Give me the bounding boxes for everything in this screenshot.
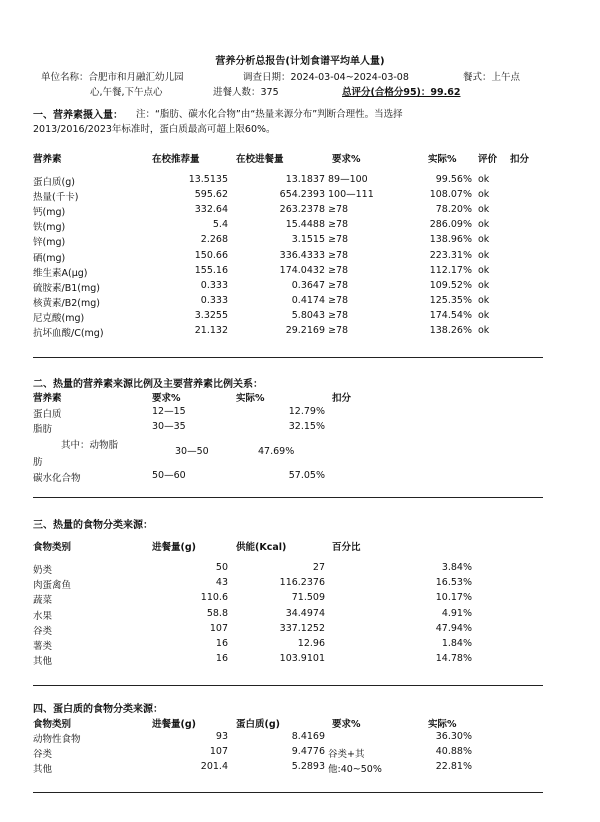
col-nutrient: 营养素	[33, 393, 62, 404]
table-row	[0, 265, 600, 278]
table-row	[0, 653, 600, 666]
meal-type-continued: 心,午餐,下午点心	[90, 87, 163, 98]
animal-fat-label: 其中：动物脂	[61, 440, 119, 451]
requirement: 谷类+其	[328, 749, 365, 761]
table-row	[0, 638, 600, 651]
section1-note-line2: 2013/2016/2023年标准时，蛋白质最高可超上限60%。	[33, 124, 276, 135]
col-actual: 实际%	[428, 719, 457, 730]
intake-value: 0.3647	[291, 279, 325, 291]
intake-value: 336.4333	[279, 249, 325, 261]
percentage: 3.84%	[441, 562, 472, 573]
percentage: 10.17%	[435, 592, 472, 604]
intake-value: 174.0432	[279, 264, 325, 276]
quantity: 16	[215, 638, 228, 649]
quantity: 43	[215, 577, 228, 589]
col-nutrient: 营养素	[33, 154, 62, 165]
quantity: 107	[209, 746, 228, 758]
evaluation: ok	[478, 325, 490, 336]
intake-value: 654.2393	[279, 189, 325, 201]
total-score: 总评分(合格分95)：99.62	[342, 87, 461, 98]
percentage: 16.53%	[435, 577, 472, 589]
col-deduction: 扣分	[510, 154, 530, 165]
col-requirement: 要求%	[152, 393, 181, 404]
food-category: 谷类	[33, 749, 53, 761]
intake-value: 29.2169	[285, 325, 325, 336]
food-category: 谷类	[33, 625, 53, 637]
percentage: 4.91%	[441, 607, 472, 619]
actual-percent: 223.31%	[429, 249, 472, 261]
food-category: 水果	[33, 610, 53, 622]
nutrient-name: 钙(mg)	[33, 207, 66, 219]
energy: 337.1252	[279, 622, 325, 634]
table-row	[0, 623, 600, 636]
col-energy: 供能(Kcal)	[236, 542, 287, 553]
energy: 34.4974	[285, 607, 325, 619]
requirement: ≥78	[328, 325, 349, 336]
col-deduction: 扣分	[332, 393, 352, 404]
energy: 27	[312, 562, 325, 573]
energy: 116.2376	[279, 577, 325, 589]
food-category: 其他	[33, 656, 53, 668]
quantity: 110.6	[200, 592, 228, 604]
actual-percent: 112.17%	[429, 264, 472, 276]
actual: 57.05%	[288, 470, 325, 481]
col-quantity: 进餐量(g)	[152, 719, 196, 730]
table-row	[0, 234, 600, 247]
actual-percent: 125.35%	[429, 294, 472, 306]
intake-value: 0.4174	[291, 294, 325, 306]
col-quantity: 进餐量(g)	[152, 542, 196, 553]
evaluation: ok	[478, 174, 490, 185]
col-intake: 在校进餐量	[236, 154, 284, 165]
actual-percent: 138.26%	[429, 325, 472, 336]
divider	[33, 685, 543, 686]
evaluation: ok	[478, 279, 490, 291]
table-row	[0, 577, 600, 590]
section3-header-row	[0, 539, 600, 552]
table-row	[0, 746, 600, 759]
food-category: 肉蛋禽鱼	[33, 580, 72, 592]
requirement: ≥78	[328, 279, 349, 291]
col-recommended: 在校推荐量	[152, 154, 200, 165]
table-row	[0, 421, 600, 434]
nutrient-name: 铁(mg)	[33, 222, 66, 234]
table-row	[0, 761, 600, 774]
actual-percent: 174.54%	[429, 309, 472, 321]
requirement: ≥78	[328, 264, 349, 276]
col-actual: 实际%	[428, 154, 457, 165]
requirement: 12—15	[152, 406, 186, 417]
evaluation: ok	[478, 219, 490, 231]
energy: 103.9101	[279, 653, 325, 665]
col-actual: 实际%	[236, 393, 265, 404]
section2-title: 二、热量的营养素来源比例及主要营养素比例关系：	[33, 379, 263, 390]
table-row	[0, 310, 600, 323]
quantity: 50	[215, 562, 228, 573]
requirement: ≥78	[328, 219, 349, 231]
diner-count: 进餐人数：375	[213, 87, 279, 98]
nutrient-name: 硒(mg)	[33, 252, 66, 264]
nutrient-name: 维生素A(μg)	[33, 267, 88, 279]
evaluation: ok	[478, 294, 490, 306]
nutrient-name: 脂肪	[33, 424, 53, 435]
unit-name: 单位名称：合肥市和月融汇幼儿园	[41, 72, 184, 83]
food-category: 薯类	[33, 641, 53, 652]
quantity: 16	[215, 653, 228, 665]
recommended-value: 13.5135	[188, 174, 228, 185]
recommended-value: 21.132	[194, 325, 228, 336]
requirement: ≥78	[328, 249, 349, 261]
table-row	[0, 325, 600, 338]
divider	[33, 792, 543, 793]
recommended-value: 332.64	[194, 204, 228, 216]
requirement: ≥78	[328, 294, 349, 306]
nutrient-name: 硫胺素/B1(mg)	[33, 282, 100, 294]
animal-fat-label-continued: 肪	[33, 457, 43, 468]
requirement: 89—100	[328, 174, 368, 185]
recommended-value: 150.66	[194, 249, 228, 261]
percentage: 1.84%	[441, 638, 472, 649]
nutrient-name: 抗坏血酸/C(mg)	[33, 328, 104, 339]
table-row	[0, 470, 600, 483]
col-requirement: 要求%	[332, 154, 361, 165]
section1-header-row	[0, 151, 600, 164]
actual-percent: 286.09%	[429, 219, 472, 231]
intake-value: 5.8043	[291, 309, 325, 321]
table-row	[0, 406, 600, 419]
col-protein: 蛋白质(g)	[236, 719, 280, 730]
quantity: 93	[215, 731, 228, 742]
protein: 5.2893	[291, 761, 325, 773]
divider	[33, 357, 543, 358]
food-category: 其他	[33, 764, 53, 776]
meal-type: 餐式：上午点	[463, 72, 521, 83]
energy: 12.96	[297, 638, 325, 649]
animal-fat-actual: 47.69%	[258, 446, 295, 457]
energy: 71.509	[291, 592, 325, 604]
evaluation: ok	[478, 249, 490, 261]
table-row	[0, 592, 600, 605]
quantity: 201.4	[200, 761, 228, 773]
protein: 9.4776	[291, 746, 325, 758]
requirement: ≥78	[328, 234, 349, 246]
table-row	[0, 280, 600, 293]
section1-note-line1: 注：“脂肪、碳水化合物”由“热量来源分布”判断合理性。当选择	[136, 109, 403, 120]
nutrient-name: 热量(千卡)	[33, 192, 79, 204]
requirement: ≥78	[328, 204, 349, 216]
actual-percent: 78.20%	[435, 204, 472, 216]
food-category: 动物性食物	[33, 734, 81, 745]
table-row	[0, 174, 600, 187]
col-evaluation: 评价	[478, 154, 498, 165]
recommended-value: 5.4	[212, 219, 228, 231]
section3-title: 三、热量的食物分类来源：	[33, 520, 153, 531]
table-row	[0, 608, 600, 621]
percentage: 14.78%	[435, 653, 472, 665]
nutrient-name: 核黄素/B2(mg)	[33, 297, 100, 309]
table-row	[0, 189, 600, 202]
protein: 8.4169	[291, 731, 325, 742]
requirement: 100—111	[328, 189, 374, 201]
evaluation: ok	[478, 264, 490, 276]
col-requirement: 要求%	[332, 719, 361, 730]
requirement: 30—35	[152, 421, 186, 432]
intake-value: 15.4488	[285, 219, 325, 231]
table-row	[0, 295, 600, 308]
recommended-value: 0.333	[200, 294, 228, 306]
food-category: 蔬菜	[33, 595, 53, 607]
section4-title: 四、蛋白质的食物分类来源：	[33, 704, 163, 715]
animal-fat-requirement: 30—50	[175, 446, 209, 457]
recommended-value: 3.3255	[194, 309, 228, 321]
actual-percent: 36.30%	[435, 731, 472, 742]
recommended-value: 595.62	[194, 189, 228, 201]
intake-value: 3.1515	[291, 234, 325, 246]
nutrient-name: 锌(mg)	[33, 237, 66, 249]
quantity: 58.8	[206, 607, 228, 619]
food-category: 奶类	[33, 565, 53, 576]
recommended-value: 2.268	[200, 234, 228, 246]
survey-date: 调查日期：2024-03-04~2024-03-08	[243, 72, 409, 83]
recommended-value: 155.16	[194, 264, 228, 276]
recommended-value: 0.333	[200, 279, 228, 291]
actual-percent: 40.88%	[435, 746, 472, 758]
table-row	[0, 731, 600, 744]
actual-percent: 138.96%	[429, 234, 472, 246]
intake-value: 263.2378	[279, 204, 325, 216]
actual-percent: 109.52%	[429, 279, 472, 291]
evaluation: ok	[478, 204, 490, 216]
quantity: 107	[209, 622, 228, 634]
nutrient-name: 蛋白质	[33, 409, 62, 420]
evaluation: ok	[478, 234, 490, 246]
percentage: 47.94%	[435, 622, 472, 634]
section4-header-row	[0, 716, 600, 729]
col-percentage: 百分比	[332, 542, 361, 553]
requirement: 50—60	[152, 470, 186, 481]
section2-header-row	[0, 390, 600, 403]
divider	[33, 497, 543, 498]
table-row	[0, 250, 600, 263]
actual: 32.15%	[288, 421, 325, 432]
requirement: 他:40~50%	[328, 764, 382, 776]
nutrient-name: 尼克酸(mg)	[33, 312, 85, 324]
table-row	[0, 562, 600, 575]
evaluation: ok	[478, 189, 490, 201]
actual-percent: 99.56%	[435, 174, 472, 185]
evaluation: ok	[478, 309, 490, 321]
requirement: ≥78	[328, 309, 349, 321]
actual: 12.79%	[288, 406, 325, 417]
report-title: 营养分析总报告(计划食谱平均单人量)	[215, 56, 385, 67]
intake-value: 13.1837	[285, 174, 325, 185]
col-food-category: 食物类别	[33, 542, 72, 553]
table-row	[0, 204, 600, 217]
section1-title: 一、营养素摄入量：	[33, 110, 123, 121]
col-food-category: 食物类别	[33, 719, 72, 730]
nutrient-name: 蛋白质(g)	[33, 177, 75, 188]
actual-percent: 22.81%	[435, 761, 472, 773]
actual-percent: 108.07%	[429, 189, 472, 201]
table-row	[0, 219, 600, 232]
nutrient-name: 碳水化合物	[33, 473, 81, 484]
